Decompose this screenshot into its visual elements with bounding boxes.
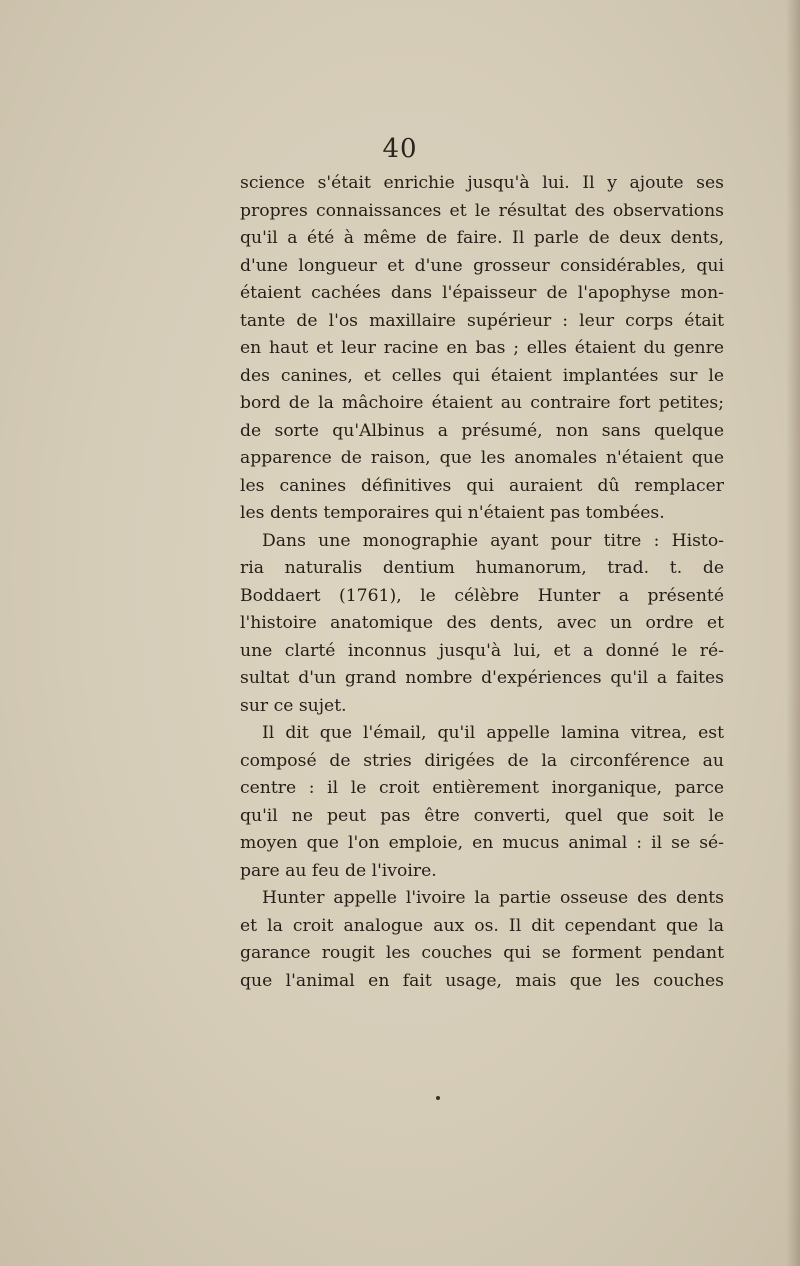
- text-line: pare au feu de l'ivoire.: [240, 860, 437, 881]
- text-line: les canines définitives qui auraient dû remplacer: [240, 475, 724, 496]
- text-line: ria naturalis dentium humanorum, trad. t. de: [240, 558, 724, 578]
- body-text: [240, 170, 724, 995]
- text-line: sur ce sujet.: [240, 695, 347, 716]
- text-line: sultat d'un grand nombre d'expériences qu'il a faites: [240, 668, 724, 688]
- text-line: et la croit analogue aux os. Il dit cependant que la: [240, 915, 724, 936]
- text-line: qu'il ne peut pas être converti, quel que soit le: [240, 805, 724, 826]
- text-line: d'une longueur et d'une grosseur considérables, qui: [240, 255, 724, 276]
- text-line: centre : il le croit entièrement inorganique, parce: [240, 778, 724, 798]
- text-line: composé de stries dirigées de la circonférence au: [240, 750, 724, 771]
- paragraph-start-line: Dans une monographie ayant pour titre : Histo-: [262, 530, 724, 551]
- paragraph-start-line: Hunter appelle l'ivoire la partie osseuse des dents: [262, 888, 724, 908]
- text-line: Boddaert (1761), le célèbre Hunter a présenté: [240, 585, 724, 606]
- text-line: de sorte qu'Albinus a présumé, non sans quelque: [240, 420, 724, 441]
- text-line: qu'il a été à même de faire. Il parle de deux dents,: [240, 228, 724, 248]
- page-edge-shadow: [786, 0, 800, 1266]
- text-line: garance rougit les couches qui se forment pendant: [240, 943, 724, 963]
- text-line: science s'était enrichie jusqu'à lui. Il y ajoute ses: [240, 173, 724, 193]
- text-line: des canines, et celles qui étaient implantées sur le: [240, 365, 724, 386]
- text-line: une clarté inconnus jusqu'à lui, et a donné le ré-: [240, 640, 724, 661]
- text-line: l'histoire anatomique des dents, avec un ordre et: [240, 613, 724, 633]
- text-line: tante de l'os maxillaire supérieur : leur corps était: [240, 310, 724, 331]
- text-line: propres connaissances et le résultat des observations: [240, 200, 724, 221]
- text-line: en haut et leur racine en bas ; elles étaient du genre: [240, 338, 724, 358]
- paragraph-start-line: Il dit que l'émail, qu'il appelle lamina vitrea, est: [262, 723, 724, 743]
- text-line: les dents temporaires qui n'étaient pas tombées.: [240, 503, 665, 523]
- paper-speck: [436, 1096, 440, 1100]
- text-line: bord de la mâchoire étaient au contraire fort petites;: [240, 393, 724, 413]
- text-line: moyen que l'on emploie, en mucus animal : il se sé-: [240, 833, 724, 853]
- page-number: 40: [382, 134, 418, 164]
- text-line: que l'animal en fait usage, mais que les couches: [240, 970, 724, 991]
- text-line: apparence de raison, que les anomales n'étaient que: [240, 448, 724, 468]
- text-line: étaient cachées dans l'épaisseur de l'apophyse mon-: [240, 283, 724, 303]
